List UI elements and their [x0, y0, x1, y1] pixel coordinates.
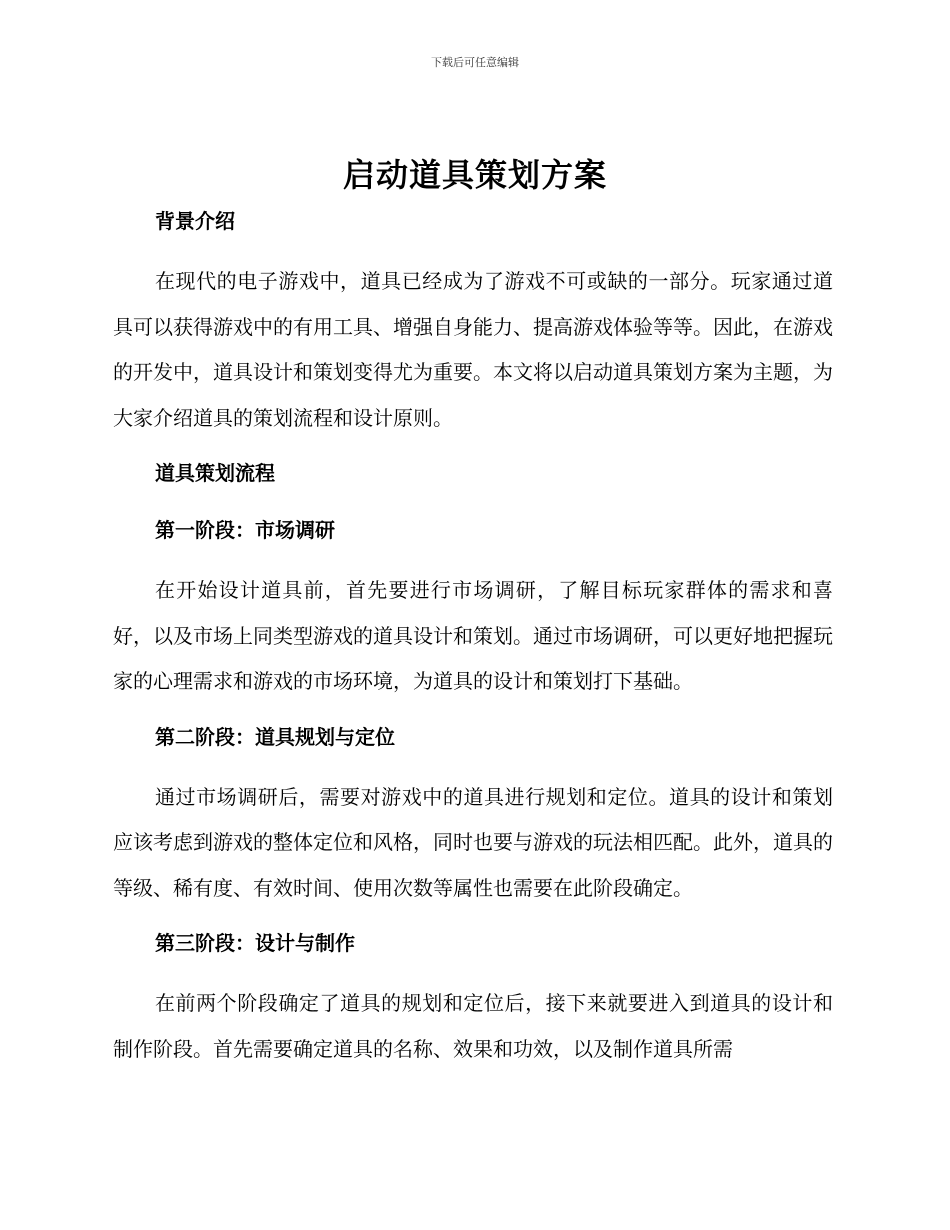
paragraph-stage3: 在前两个阶段确定了道具的规划和定位后，接下来就要进入到道具的设计和制作阶段。首先需要确定道具的名称、效果和功效，以及制作道具所需: [113, 991, 833, 1061]
section-heading-process: 道具策划流程: [155, 461, 275, 485]
header-note: 下载后可任意编辑: [431, 56, 519, 69]
paragraph-stage2: 通过市场调研后，需要对游戏中的道具进行规划和定位。道具的设计和策划应该考虑到游戏的整体定位和风格，同时也要与游戏的玩法相匹配。此外，道具的等级、稀有度、有效时间、使用次数等属性也需要在此阶段确定。: [113, 784, 833, 900]
paragraph-stage1: 在开始设计道具前，首先要进行市场调研，了解目标玩家群体的需求和喜好，以及市场上同类型游戏的道具设计和策划。通过市场调研，可以更好地把握玩家的心理需求和游戏的市场环境，为道具的设计和策划打下基础。: [113, 578, 833, 693]
section-heading-stage2: 第二阶段：道具规划与定位: [155, 724, 395, 749]
page-title: 启动道具策划方案: [342, 156, 607, 194]
section-heading-background: 背景介绍: [155, 209, 235, 233]
section-heading-stage3: 第三阶段：设计与制作: [155, 931, 355, 955]
document-body: [113, 202, 833, 1072]
paragraph-background: 在现代的电子游戏中，道具已经成为了游戏不可或缺的一部分。玩家通过道具可以获得游戏中的有用工具、增强自身能力、提高游戏体验等等。因此，在游戏的开发中，道具设计和策划变得尤为重要。本文将以启动道具策划方案为主题，为大家介绍道具的策划流程和设计原则。: [113, 269, 833, 430]
section-heading-stage1: 第一阶段：市场调研: [155, 518, 335, 542]
